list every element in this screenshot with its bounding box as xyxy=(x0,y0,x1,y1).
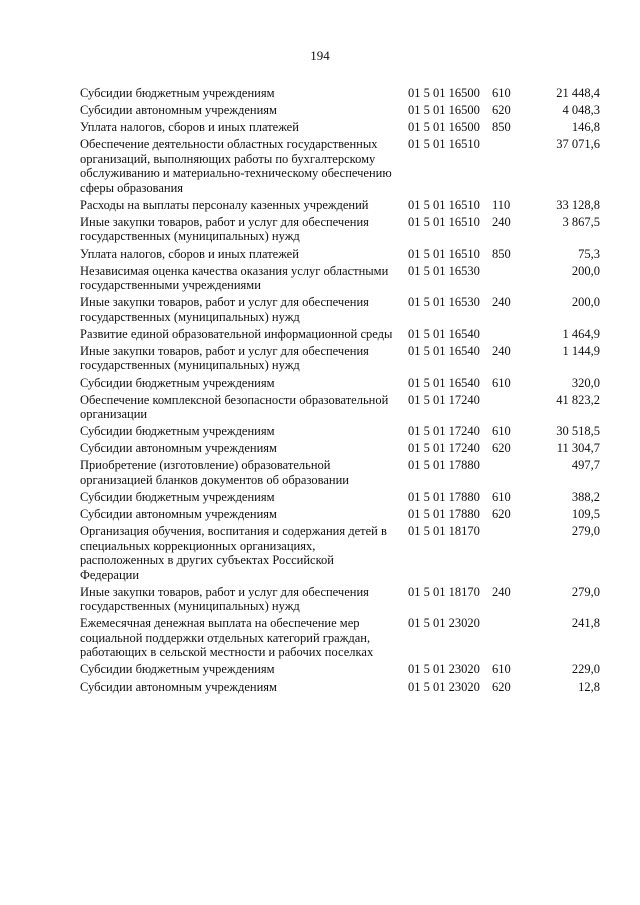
table-row xyxy=(80,247,600,262)
table-row xyxy=(80,393,600,422)
row-name: Субсидии автономным учреждениям xyxy=(80,441,277,456)
row-name: Субсидии автономным учреждениям xyxy=(80,679,277,694)
row-code: 01 5 01 16540 xyxy=(408,343,480,358)
row-code: 01 5 01 16540 xyxy=(408,375,480,390)
table-row xyxy=(80,376,600,391)
row-expense-type: 610 xyxy=(492,86,511,100)
row-name: Субсидии бюджетным учреждениям xyxy=(80,424,275,439)
row-expense-type: 850 xyxy=(492,120,511,135)
table-row xyxy=(80,458,600,487)
row-amount: 37 071,6 xyxy=(556,137,600,152)
row-expense-type: 110 xyxy=(492,197,511,212)
row-amount: 497,7 xyxy=(571,458,600,473)
table-row xyxy=(80,507,600,522)
row-expense-type: 620 xyxy=(492,507,511,522)
row-amount: 1 464,9 xyxy=(562,326,600,341)
row-name: Субсидии бюджетным учреждениям xyxy=(80,375,275,390)
row-code: 01 5 01 23020 xyxy=(408,662,480,677)
row-expense-type: 610 xyxy=(492,662,511,677)
row-amount: 30 518,5 xyxy=(556,424,600,439)
row-name: Иные закупки товаров, работ и услуг для обеспечения государственных (муниципальных) нужд xyxy=(80,343,369,373)
row-expense-type: 240 xyxy=(492,343,511,358)
row-name: Уплата налогов, сборов и иных платежей xyxy=(80,246,299,261)
row-name: Независимая оценка качества оказания услуг областными государственными учреждениями xyxy=(80,263,389,293)
row-expense-type: 610 xyxy=(492,424,511,439)
table-row xyxy=(80,198,600,213)
row-name: Субсидии автономным учреждениям xyxy=(80,507,277,522)
row-name: Иные закупки товаров, работ и услуг для обеспечения государственных (муниципальных) нужд xyxy=(80,295,369,324)
table-row xyxy=(80,344,600,373)
row-amount: 200,0 xyxy=(571,263,600,278)
table-row xyxy=(80,120,600,135)
row-name: Обеспечение деятельности областных государственных организаций, выполняющих работы по бухгалтерскому обслуживанию и материально-техническому обеспечению сферы образования xyxy=(80,137,392,195)
budget-table xyxy=(80,86,600,697)
row-code: 01 5 01 18170 xyxy=(408,524,480,539)
table-row xyxy=(80,86,600,101)
row-code: 01 5 01 16540 xyxy=(408,326,480,341)
row-code: 01 5 01 17240 xyxy=(408,392,480,407)
row-amount: 279,0 xyxy=(571,584,600,599)
row-amount: 279,0 xyxy=(571,524,600,539)
row-code: 01 5 01 16530 xyxy=(408,263,480,278)
row-expense-type: 620 xyxy=(492,441,511,456)
row-name: Субсидии автономным учреждениям xyxy=(80,103,277,118)
table-row xyxy=(80,215,600,244)
row-amount: 41 823,2 xyxy=(556,392,600,407)
row-amount: 75,3 xyxy=(578,246,600,261)
row-code: 01 5 01 17880 xyxy=(408,507,480,522)
page-number: 194 xyxy=(310,48,330,63)
row-amount: 1 144,9 xyxy=(562,343,600,358)
row-code: 01 5 01 16500 xyxy=(408,120,480,135)
row-name: Ежемесячная денежная выплата на обеспечение мер социальной поддержки отдельных категорий граждан, работающих в сельской местности и рабочих поселках xyxy=(80,616,374,660)
row-code: 01 5 01 16510 xyxy=(408,137,480,152)
row-amount: 200,0 xyxy=(571,295,600,310)
row-code: 01 5 01 23020 xyxy=(408,679,480,694)
row-expense-type: 240 xyxy=(492,295,511,310)
row-name: Субсидии бюджетным учреждениям xyxy=(80,662,275,677)
table-row xyxy=(80,295,600,324)
row-name: Иные закупки товаров, работ и услуг для обеспечения государственных (муниципальных) нужд xyxy=(80,584,369,614)
row-code: 01 5 01 18170 xyxy=(408,584,480,599)
row-expense-type: 620 xyxy=(492,103,511,118)
row-code: 01 5 01 17880 xyxy=(408,458,480,473)
row-amount: 241,8 xyxy=(571,616,600,631)
table-row xyxy=(80,424,600,439)
row-amount: 12,8 xyxy=(578,679,600,694)
row-amount: 229,0 xyxy=(571,662,600,677)
row-amount: 21 448,4 xyxy=(556,86,600,100)
row-name: Приобретение (изготовление) образовательной организацией бланков документов об образовании xyxy=(80,458,349,487)
row-code: 01 5 01 16510 xyxy=(408,214,480,229)
row-expense-type: 240 xyxy=(492,584,511,599)
row-name: Субсидии бюджетным учреждениям xyxy=(80,490,275,504)
row-amount: 109,5 xyxy=(571,507,600,522)
table-row xyxy=(80,585,600,614)
table-row xyxy=(80,327,600,342)
table-row xyxy=(80,524,600,582)
row-code: 01 5 01 16510 xyxy=(408,197,480,212)
row-amount: 388,2 xyxy=(571,490,600,504)
row-amount: 4 048,3 xyxy=(562,103,600,118)
row-expense-type: 610 xyxy=(492,375,511,390)
table-row xyxy=(80,103,600,118)
row-name: Развитие единой образовательной информационной среды xyxy=(80,326,393,341)
row-amount: 11 304,7 xyxy=(556,441,600,456)
row-name: Организация обучения, воспитания и содержания детей в специальных коррекционных организациях, расположенных в других субъектах Российской Федерации xyxy=(80,524,387,582)
row-code: 01 5 01 17880 xyxy=(408,490,480,504)
row-name: Обеспечение комплексной безопасности образовательной организации xyxy=(80,392,389,422)
row-code: 01 5 01 23020 xyxy=(408,616,480,631)
row-amount: 146,8 xyxy=(571,120,600,135)
table-row xyxy=(80,490,600,505)
row-name: Субсидии бюджетным учреждениям xyxy=(80,86,275,100)
row-code: 01 5 01 17240 xyxy=(408,424,480,439)
table-row xyxy=(80,680,600,695)
row-name: Иные закупки товаров, работ и услуг для обеспечения государственных (муниципальных) нужд xyxy=(80,214,369,244)
table-row xyxy=(80,616,600,660)
table-row xyxy=(80,662,600,677)
row-name: Расходы на выплаты персоналу казенных учреждений xyxy=(80,197,369,212)
row-expense-type: 850 xyxy=(492,246,511,261)
row-amount: 33 128,8 xyxy=(556,197,600,212)
row-code: 01 5 01 17240 xyxy=(408,441,480,456)
row-name: Уплата налогов, сборов и иных платежей xyxy=(80,120,299,135)
row-expense-type: 240 xyxy=(492,214,511,229)
table-row xyxy=(80,441,600,456)
row-code: 01 5 01 16510 xyxy=(408,246,480,261)
table-row xyxy=(80,137,600,195)
row-amount: 3 867,5 xyxy=(562,214,600,229)
table-row xyxy=(80,264,600,293)
row-code: 01 5 01 16500 xyxy=(408,103,480,118)
row-expense-type: 610 xyxy=(492,490,511,504)
row-code: 01 5 01 16530 xyxy=(408,295,480,310)
row-expense-type: 620 xyxy=(492,679,511,694)
row-code: 01 5 01 16500 xyxy=(408,86,480,100)
row-amount: 320,0 xyxy=(571,375,600,390)
